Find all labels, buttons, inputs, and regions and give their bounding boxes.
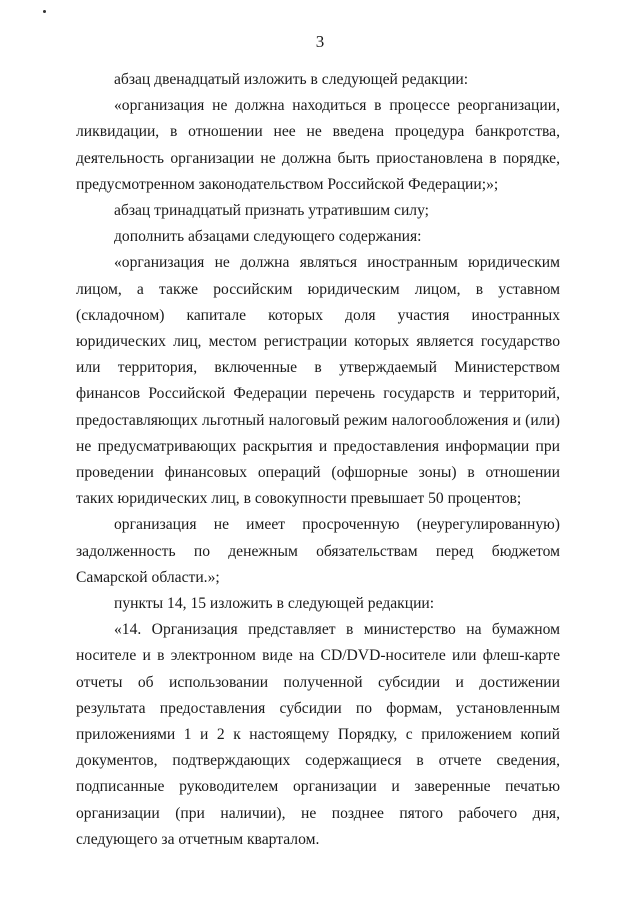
paragraph-3: абзац тринадцатый признать утратившим силу; <box>114 202 429 220</box>
paragraph-6: организация не имеет просроченную (неурегулированную) задолженность по денежным обязательствам перед бюджетом Самарской области.»; <box>76 516 560 586</box>
page-number: 3 <box>315 32 325 51</box>
paragraph-8: «14. Организация представляет в министерство на бумажном носителе и в электронном виде на CD/DVD-носителе или флеш-карте отчеты об использовании полученной субсидии и достижении результата предоставления субсидии по формам, установленным приложениями 1 и 2 к настоящему Порядку, с приложением копий документов, подтверждающих содержащиеся в отчете сведения, подписанные руководителем организации и заверенные печатью организации (при наличии), не позднее пятого рабочего дня, следующего за отчетным кварталом. <box>76 621 560 848</box>
scan-mark-dot <box>43 10 46 13</box>
paragraph-2: «организация не должна находиться в процессе реорганизации, ликвидации, в отношении нее не введена процедура банкротства, деятельность организации не должна быть приостановлена в порядке, предусмотренном законодательством Российской Федерации;»; <box>76 97 560 193</box>
paragraph-4: дополнить абзацами следующего содержания: <box>114 228 422 246</box>
paragraph-1: абзац двенадцатый изложить в следующей редакции: <box>114 71 469 88</box>
paragraph-7: пункты 14, 15 изложить в следующей редакции: <box>114 595 435 613</box>
document-body <box>76 67 560 853</box>
paragraph-5: «организация не должна являться иностранным юридическим лицом, а также российским юридическим лицом, в уставном (складочном) капитале которых доля участия иностранных юридических лиц, местом регистрации которых является государство или территория, включенные в утверждаемый Министерством финансов Российской Федерации перечень государств и территорий, предоставляющих льготный налоговый режим налогообложения и (или) не предусматривающих раскрытия и предоставления информации при проведении финансовых операций (офшорные зоны) в отношении таких юридических лиц, в совокупности превышает 50 процентов; <box>76 254 560 508</box>
